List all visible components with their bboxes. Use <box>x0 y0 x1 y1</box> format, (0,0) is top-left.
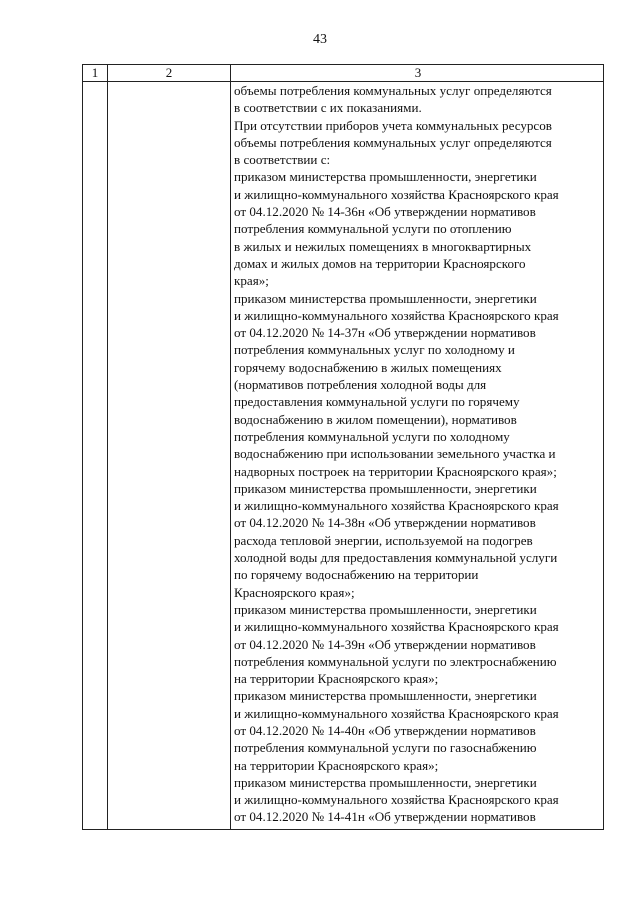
text-line: в соответствии с: <box>234 152 331 168</box>
column-divider <box>107 65 108 829</box>
text-line: и жилищно-коммунального хозяйства Красноярского края <box>234 705 559 721</box>
text-line: и жилищно-коммунального хозяйства Красноярского края <box>234 498 559 514</box>
text-line: потребления коммунальной услуги по электроснабжению <box>234 653 557 669</box>
text-line: потребления коммунальной услуги по холодному <box>234 428 510 444</box>
text-line: по горячему водоснабжению на территории <box>234 567 479 583</box>
text-line: приказом министерства промышленности, энергетики <box>234 480 537 496</box>
text-line: расхода тепловой энергии, используемой на подогрев <box>234 532 533 548</box>
text-line: приказом министерства промышленности, энергетики <box>234 169 537 185</box>
text-line: и жилищно-коммунального хозяйства Красноярского края <box>234 792 559 808</box>
text-line: надворных построек на территории Красноярского края»; <box>234 463 557 479</box>
text-line: потребления коммунальных услуг по холодному и <box>234 342 515 358</box>
column-3-text <box>234 82 604 826</box>
text-line: холодной воды для предоставления коммунальной услуги <box>234 550 558 566</box>
text-line: приказом министерства промышленности, энергетики <box>234 601 537 617</box>
text-line: и жилищно-коммунального хозяйства Красноярского края <box>234 619 559 635</box>
text-line: Красноярского края»; <box>234 584 355 600</box>
text-line: предоставления коммунальной услуги по горячему <box>234 394 520 410</box>
text-line: в жилых и нежилых помещениях в многоквартирных <box>234 238 532 254</box>
text-line: приказом министерства промышленности, энергетики <box>234 774 537 790</box>
text-line: от 04.12.2020 № 14-38н «Об утверждении нормативов <box>234 515 536 531</box>
text-line: от 04.12.2020 № 14-37н «Об утверждении нормативов <box>234 325 536 341</box>
page-number: 43 <box>313 32 327 47</box>
text-line: объемы потребления коммунальных услуг определяются <box>234 83 552 98</box>
text-line: и жилищно-коммунального хозяйства Красноярского края <box>234 307 559 323</box>
document-table <box>82 64 604 830</box>
column-header-1: 1 <box>91 65 99 80</box>
text-line: горячему водоснабжению в жилых помещениях <box>234 359 502 375</box>
text-line: на территории Красноярского края»; <box>234 671 439 687</box>
text-line: от 04.12.2020 № 14-36н «Об утверждении нормативов <box>234 204 536 220</box>
text-line: потребления коммунальной услуги по газоснабжению <box>234 740 537 756</box>
text-line: от 04.12.2020 № 14-40н «Об утверждении нормативов <box>234 722 536 738</box>
column-header-2: 2 <box>165 65 173 80</box>
text-line: потребления коммунальной услуги по отоплению <box>234 221 512 237</box>
column-header-3: 3 <box>414 65 422 80</box>
text-line: домах и жилых домов на территории Красноярского <box>234 255 526 271</box>
text-line: водоснабжению в жилом помещении), нормативов <box>234 411 517 427</box>
text-line: водоснабжению при использовании земельного участка и <box>234 446 556 462</box>
text-line: приказом министерства промышленности, энергетики <box>234 688 537 704</box>
text-line: объемы потребления коммунальных услуг определяются <box>234 134 552 150</box>
text-line: на территории Красноярского края»; <box>234 757 439 773</box>
text-line: (нормативов потребления холодной воды для <box>234 377 487 393</box>
text-line: При отсутствии приборов учета коммунальных ресурсов <box>234 117 552 133</box>
text-line: приказом министерства промышленности, энергетики <box>234 290 537 306</box>
text-line: края»; <box>234 273 269 289</box>
text-line: от 04.12.2020 № 14-39н «Об утверждении нормативов <box>234 636 536 652</box>
text-line: от 04.12.2020 № 14-41н «Об утверждении нормативов <box>234 809 536 825</box>
text-line: в соответствии с их показаниями. <box>234 100 422 116</box>
column-divider <box>230 65 231 829</box>
text-line: и жилищно-коммунального хозяйства Красноярского края <box>234 186 559 202</box>
